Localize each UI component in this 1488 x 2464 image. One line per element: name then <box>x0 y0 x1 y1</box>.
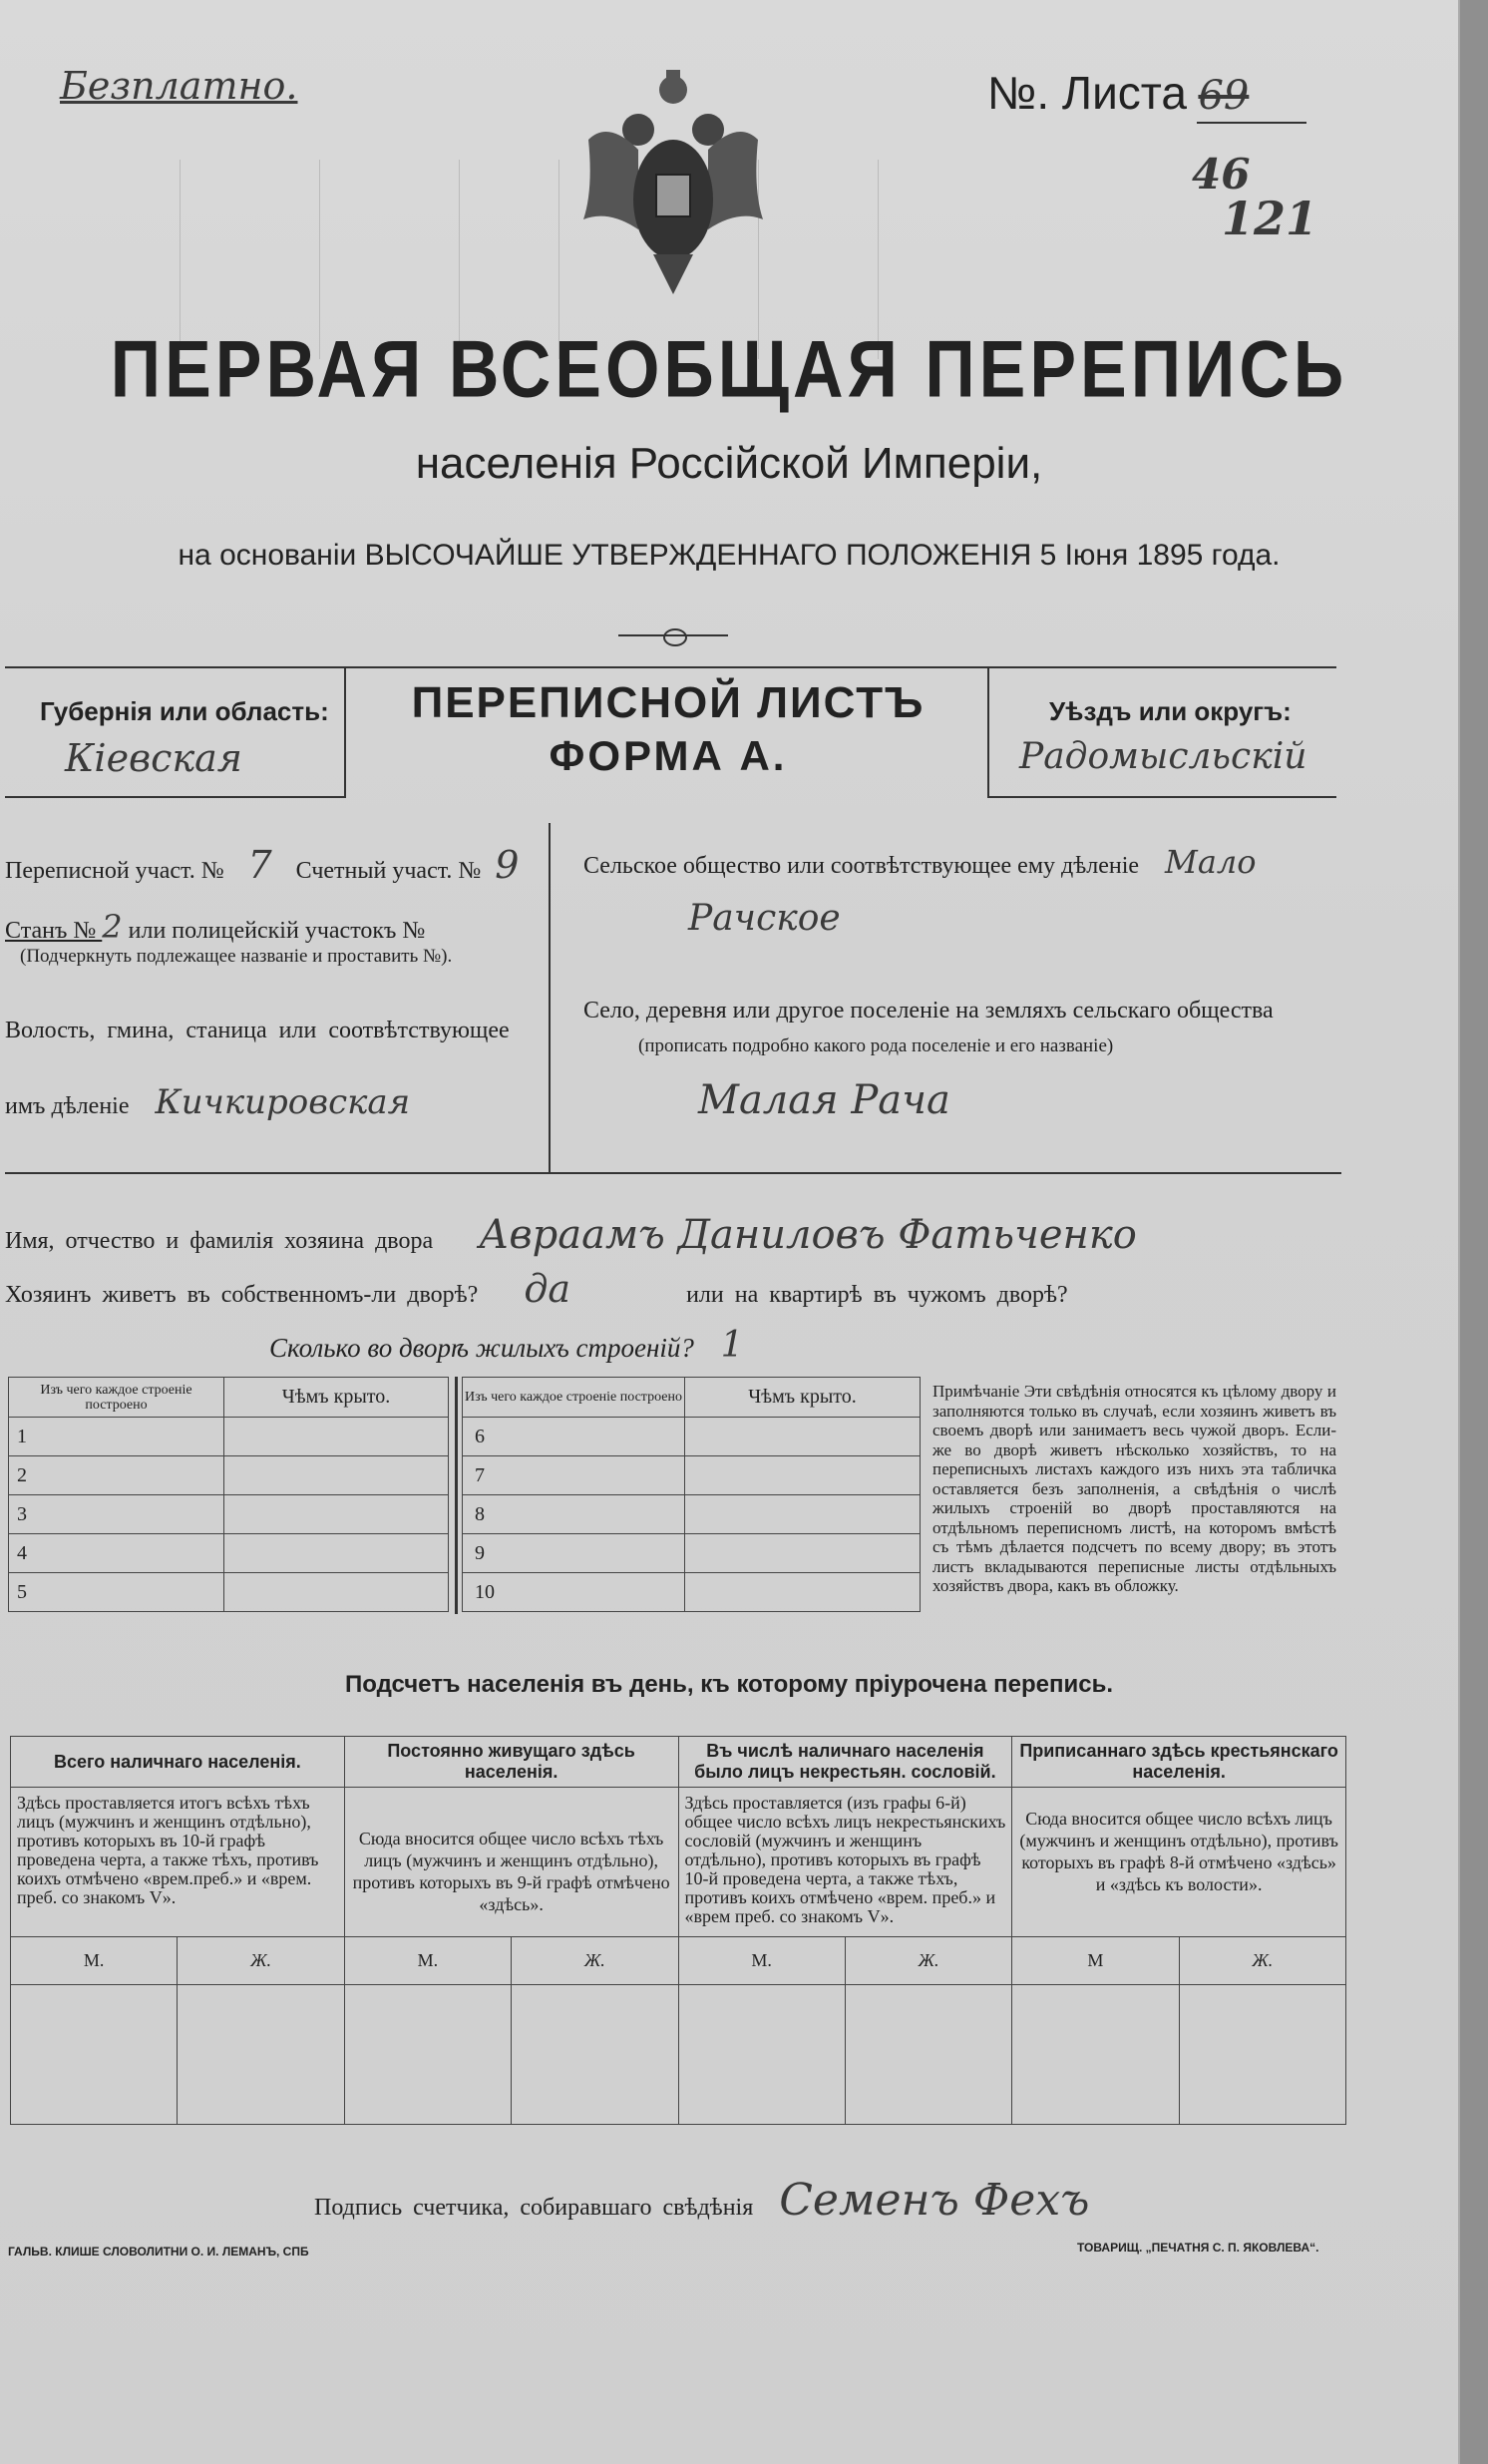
count-column-title: Приписаннаго здѣсь крестьянскаго населенія. <box>1012 1737 1346 1788</box>
population-count-table <box>10 1736 1346 2125</box>
building-row-number: 9 <box>463 1534 685 1573</box>
province-box <box>5 666 346 798</box>
owner-apartment-label: или на квартирѣ въ чужомъ дворѣ? <box>686 1282 1068 1308</box>
roof-cell <box>224 1534 449 1573</box>
buildings-note: Примѣчаніе Эти свѣдѣнія относятся къ цѣлому двору и заполняются только въ случаѣ, если хозяинъ живетъ въ своемъ дворѣ или занимаетъ весь чужой дворъ. Если-же во дворѣ живетъ нѣсколько хозяйствъ, то на переписныхъ листахъ каждого изъ нихъ эта табличка оставляется безъ заполненія, а свѣдѣнія о числѣ жилыхъ строеній во дворѣ проставляются на отдѣльномъ переписномъ листѣ, на которомъ вмѣстѣ съ тѣмъ дѣлается подсчетъ по всему двору; въ этотъ листъ вкладываются переписные листы отдѣльныхъ хозяйствъ двора, какъ въ обложку. <box>932 1382 1336 1595</box>
count-cell <box>1012 1985 1179 2125</box>
sheet-number-value: 69 <box>1198 73 1250 119</box>
basis-line: на основаніи ВЫСОЧАЙШЕ УТВЕРЖДЕННАГО ПОЛОЖЕНІЯ 5 Іюня 1895 года. <box>178 539 1281 572</box>
sheet-title: ПЕРЕПИСНОЙ ЛИСТЪ <box>411 678 926 727</box>
material-header: Изъ чего каждое строеніе построено <box>463 1378 685 1418</box>
count-heading: Подсчетъ населенія въ день, къ которому пріурочена перепись. <box>345 1671 1113 1698</box>
roof-cell <box>685 1418 921 1456</box>
district-value: Радомысльскій <box>1019 736 1307 777</box>
field-area-divider <box>549 823 551 1172</box>
corner-number-bottom: 121 <box>1222 192 1318 245</box>
main-title: ПЕРВАЯ ВСЕОБЩАЯ ПЕРЕПИСЬ <box>110 324 1348 414</box>
roof-cell <box>224 1456 449 1495</box>
roof-cell <box>685 1456 921 1495</box>
census-district-label: Переписной участ. № <box>5 858 224 884</box>
counting-district-label: Счетный участ. № <box>295 858 482 884</box>
community-value-2: Рачское <box>688 898 841 939</box>
stan-row <box>5 908 425 946</box>
subtitle: населенія Россійской Имперіи, <box>415 439 1043 488</box>
sheet-number <box>987 66 1249 120</box>
stan-value: 2 <box>102 908 123 946</box>
village-note: (прописать подробно какого рода поселеніе и его названіе) <box>638 1035 1114 1056</box>
owner-lives-label: Хозяинъ живетъ въ собственномъ-ли дворѣ? <box>5 1282 479 1308</box>
roof-header: Чѣмъ крыто. <box>685 1378 921 1418</box>
count-cell <box>512 1985 678 2125</box>
female-header: Ж. <box>845 1937 1011 1985</box>
material-header: Изъ чего каждое строеніе построено <box>9 1378 224 1418</box>
owner-lives-value: да <box>524 1267 571 1311</box>
roof-cell <box>224 1418 449 1456</box>
male-header: М. <box>344 1937 511 1985</box>
count-cell <box>178 1985 344 2125</box>
ornament-divider <box>618 628 728 642</box>
volost-label-2: имъ дѣленіе <box>5 1093 130 1119</box>
building-row-number: 2 <box>9 1456 224 1495</box>
province-label: Губернія или область: <box>40 696 329 726</box>
count-column-desc: Здѣсь проставляется итогъ всѣхъ тѣхъ лицъ (мужчинъ и женщинъ отдѣльно), противъ которыхъ въ 10-й графѣ проведена черта, а также тѣхъ, противъ коихъ отмѣчено «врем.преб.» и «врем. преб. со знакомъ V». <box>11 1788 345 1937</box>
male-header: М. <box>11 1937 178 1985</box>
count-cell <box>11 1985 178 2125</box>
male-header: М <box>1012 1937 1179 1985</box>
roof-cell <box>685 1495 921 1534</box>
buildings-label: Сколько во дворѣ жилыхъ строеній? <box>269 1333 694 1363</box>
count-column-desc: Здѣсь проставляется (изъ графы 6-й) общее число всѣхъ лицъ некрестьянскихъ сословій (мужчинъ и женщинъ отдѣльно), противъ которыхъ въ графѣ 10-й проведена черта, а также тѣхъ, противъ коихъ отмѣчено «врем. преб.» и «врем преб. со знакомъ V». <box>678 1788 1012 1937</box>
count-column-desc: Сюда вносится общее число всѣхъ тѣхъ лицъ (мужчинъ и женщинъ отдѣльно), противъ которыхъ въ 9-й графѣ отмѣчено «здѣсь». <box>344 1788 678 1937</box>
building-row-number: 6 <box>463 1418 685 1456</box>
district-box <box>987 666 1336 798</box>
community-row <box>583 843 1257 881</box>
owner-name-value: Авраамъ Даниловъ Фатьченко <box>479 1212 1137 1258</box>
building-row-number: 5 <box>9 1573 224 1612</box>
female-header: Ж. <box>1179 1937 1345 1985</box>
owner-name-row <box>5 1212 1137 1258</box>
signature-value: Семенъ Фехъ <box>779 2175 1090 2226</box>
volost-row <box>5 1082 410 1122</box>
census-district-row <box>5 843 527 887</box>
roof-header: Чѣмъ крыто. <box>224 1378 449 1418</box>
sheet-number-underline <box>1197 122 1306 124</box>
buildings-table-right <box>462 1377 921 1612</box>
signature-row <box>314 2175 1090 2226</box>
building-row-number: 8 <box>463 1495 685 1534</box>
volost-value: Кичкировская <box>155 1082 411 1122</box>
footer-right: ТОВАРИЩ. „ПЕЧАТНЯ С. П. ЯКОВЛЕВА“. <box>1077 2241 1319 2255</box>
roof-cell <box>224 1573 449 1612</box>
building-row-number: 7 <box>463 1456 685 1495</box>
fields-bottom-rule <box>5 1172 1341 1174</box>
owner-lives-row <box>5 1267 1068 1311</box>
corner-number-top: 46 <box>1192 150 1251 199</box>
count-cell <box>845 1985 1011 2125</box>
buildings-row <box>269 1325 744 1366</box>
female-header: Ж. <box>178 1937 344 1985</box>
building-row-number: 4 <box>9 1534 224 1573</box>
village-value: Малая Рача <box>698 1077 950 1123</box>
building-row-number: 3 <box>9 1495 224 1534</box>
count-column-title: Въ числѣ наличнаго населенія было лицъ некрестьян. сословій. <box>678 1737 1012 1788</box>
building-row-number: 1 <box>9 1418 224 1456</box>
form-label: ФОРМА А. <box>549 732 788 779</box>
roof-cell <box>685 1534 921 1573</box>
volost-label-1: Волость, гмина, станица или соотвѣтствующее <box>5 1018 510 1043</box>
buildings-table-left <box>8 1377 449 1612</box>
census-district-value: 7 <box>247 843 272 887</box>
community-value-1: Мало <box>1165 843 1257 881</box>
imperial-eagle-emblem <box>568 60 778 299</box>
owner-name-label: Имя, отчество и фамилія хозяина двора <box>5 1228 434 1254</box>
count-cell <box>1179 1985 1345 2125</box>
stan-label: Станъ № <box>5 918 103 944</box>
roof-cell <box>224 1495 449 1534</box>
sheet-title-block <box>349 678 987 798</box>
village-label: Село, деревня или другое поселеніе на земляхъ сельскаго общества <box>583 998 1274 1024</box>
community-label: Сельское общество или соотвѣтствующее ему дѣленіе <box>583 853 1140 879</box>
building-row-number: 10 <box>463 1573 685 1612</box>
stan-note: (Подчеркнуть подлежащее названіе и проставить №). <box>20 946 453 967</box>
province-value: Кіевская <box>65 736 242 780</box>
male-header: М. <box>678 1937 845 1985</box>
buildings-table-double-rule <box>455 1377 458 1614</box>
count-column-title: Постоянно живущаго здѣсь населенія. <box>344 1737 678 1788</box>
district-label: Уѣздъ или округъ: <box>1049 696 1292 726</box>
female-header: Ж. <box>512 1937 678 1985</box>
count-cell <box>344 1985 511 2125</box>
signature-label: Подпись счетчика, собиравшаго свѣдѣнія <box>314 2195 754 2221</box>
count-column-desc: Сюда вносится общее число всѣхъ лицъ (мужчинъ и женщинъ отдѣльно), противъ которыхъ въ графѣ 8-й отмѣчено «здѣсь» и «здѣсь къ волости». <box>1012 1788 1346 1937</box>
count-column-title: Всего наличнаго населенія. <box>11 1737 345 1788</box>
buildings-value: 1 <box>720 1325 744 1366</box>
count-cell <box>678 1985 845 2125</box>
sheet-number-label: №. Листа <box>987 67 1187 119</box>
police-precinct-label: или полицейскій участокъ № <box>128 918 426 944</box>
footer-left: ГАЛЬВ. КЛИШЕ СЛОВОЛИТНИ О. И. ЛЕМАНЪ, СПБ <box>8 2245 309 2259</box>
roof-cell <box>685 1573 921 1612</box>
counting-district-value: 9 <box>495 843 520 887</box>
free-label: Безплатно. <box>60 64 298 108</box>
